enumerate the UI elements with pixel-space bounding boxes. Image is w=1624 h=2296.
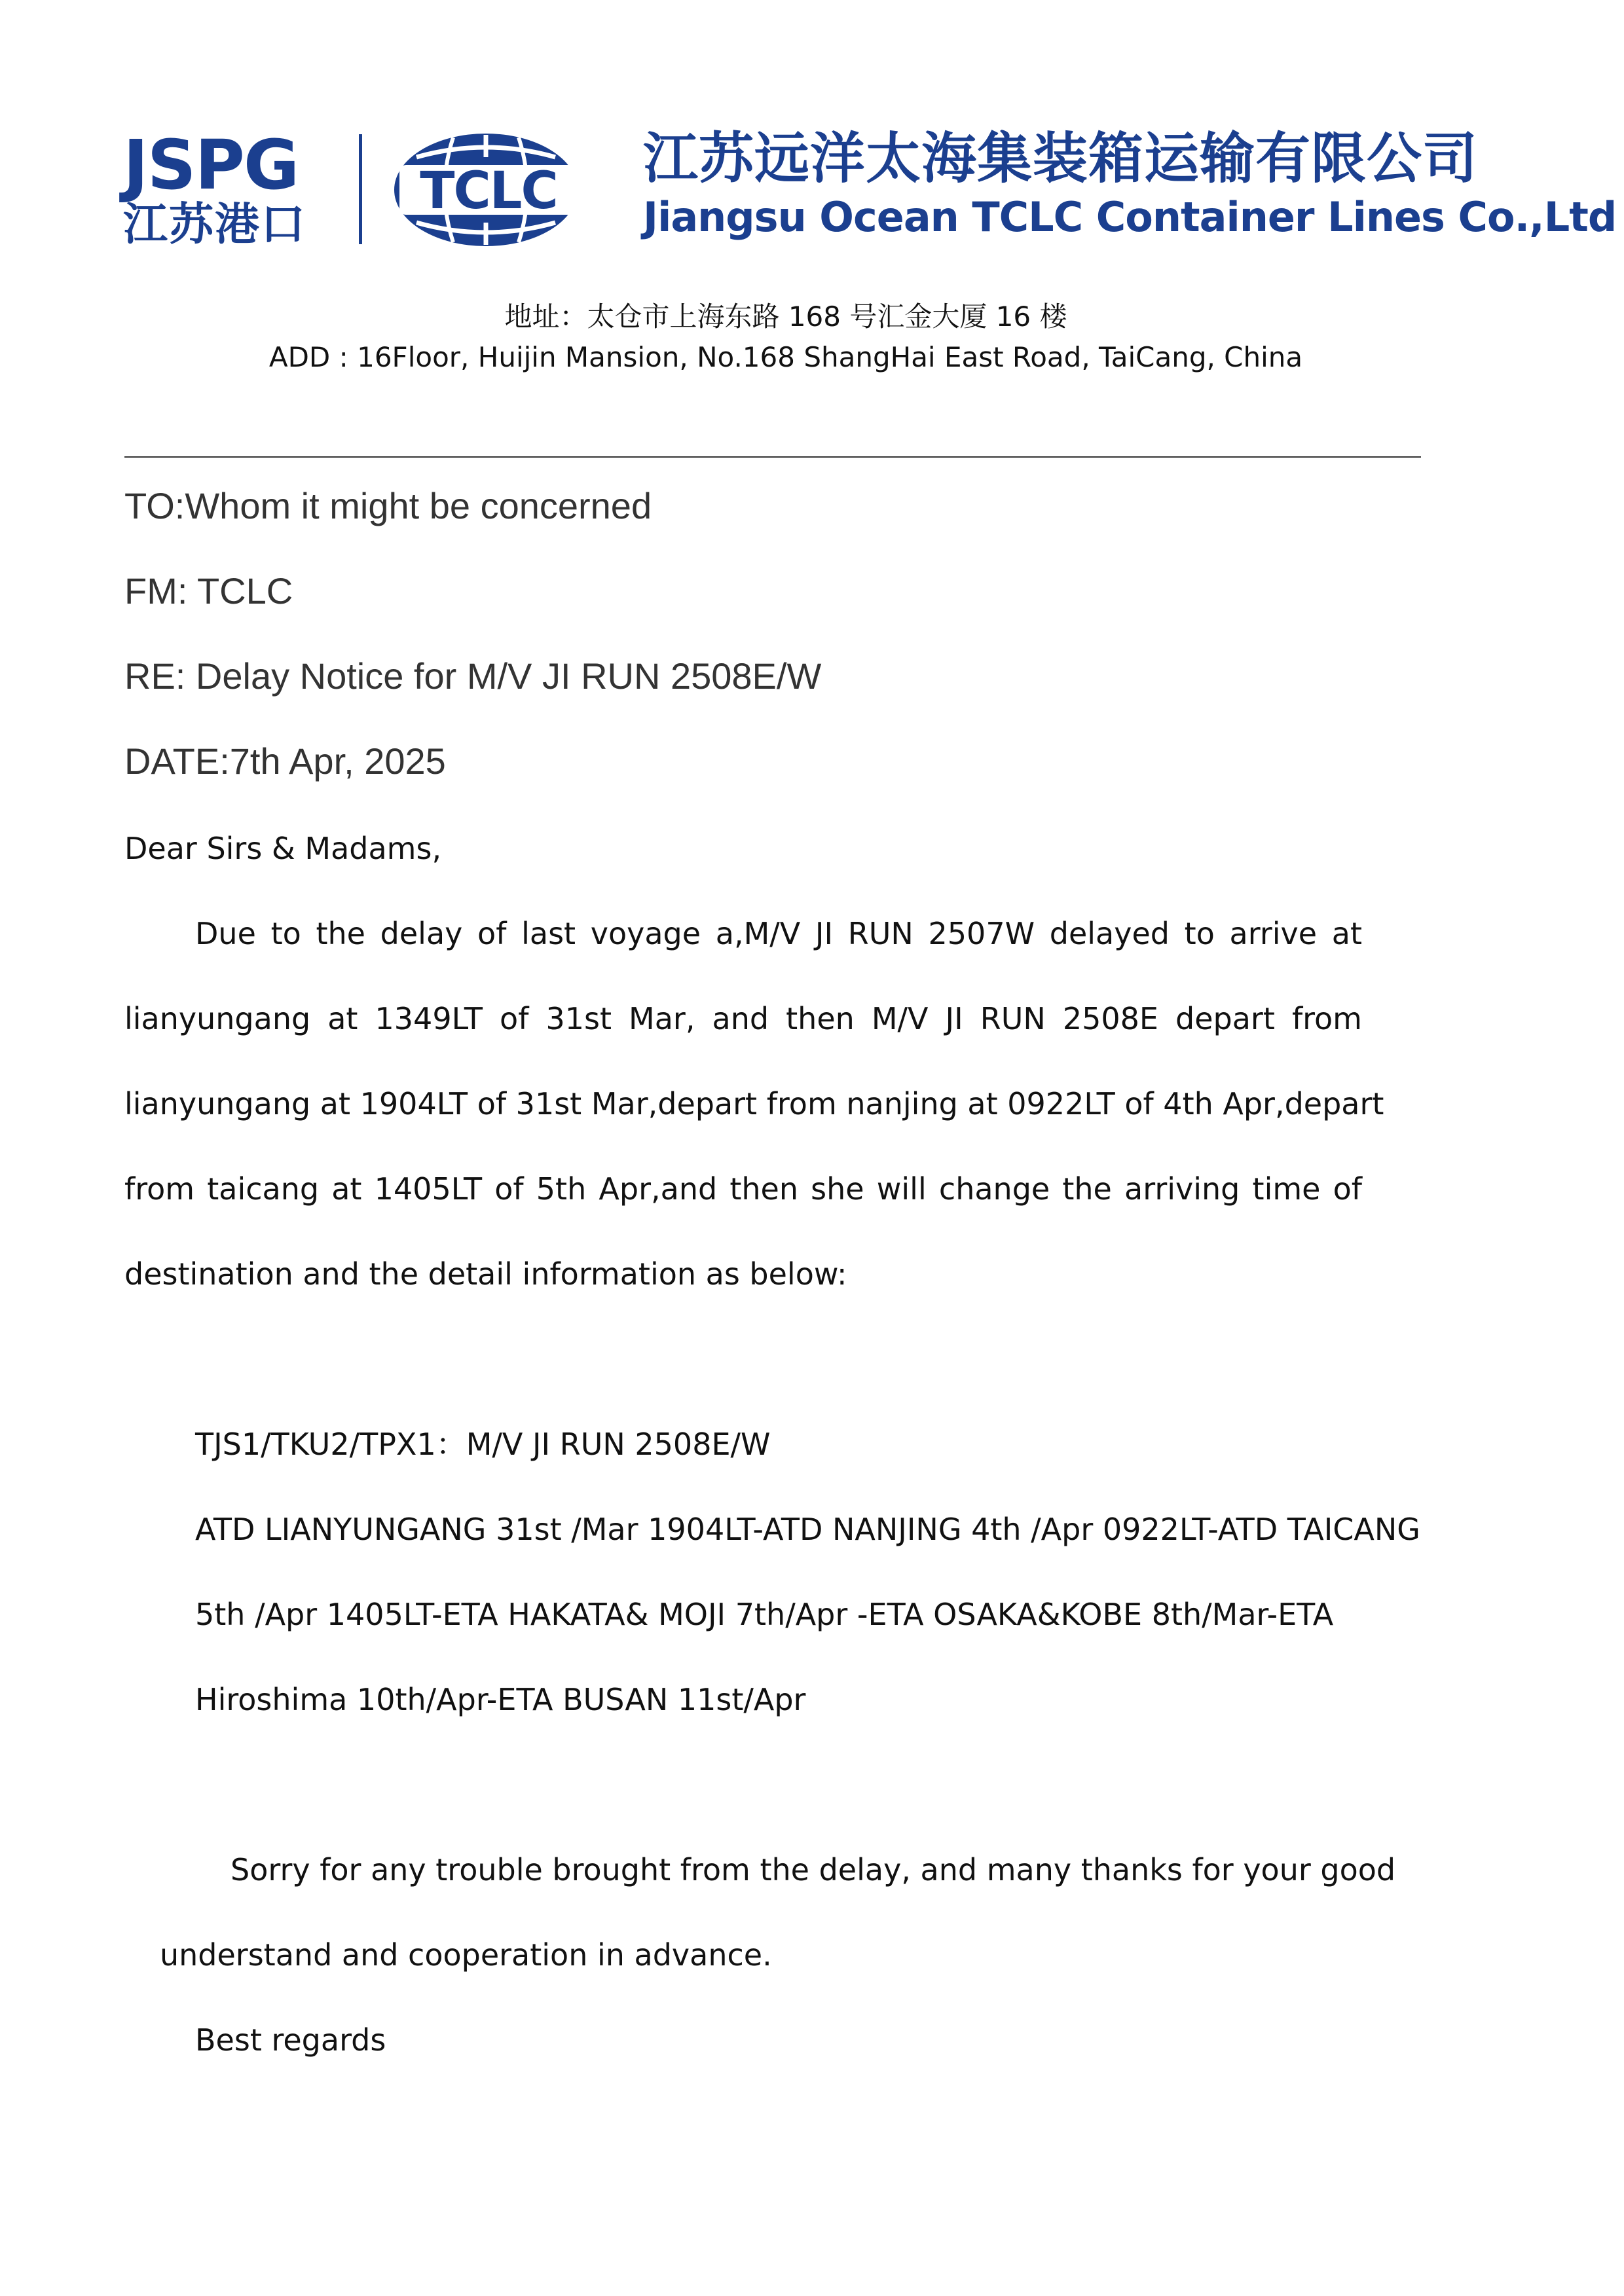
logo-divider (359, 134, 362, 244)
address-en: ADD : 16Floor, Huijin Mansion, No.168 ShangHai East Road, TaiCang, China (268, 341, 1303, 373)
closing-line: Sorry for any trouble brought from the delay, and many thanks for your good (231, 1852, 1396, 1887)
paragraph-line: Due to the delay of last voyage a,M/V JI RUN 2507W delayed to arrive at (195, 916, 1362, 951)
company-name-cn: 江苏远洋太海集装箱运输有限公司 (643, 126, 1479, 191)
tclc-globe-icon (390, 131, 584, 249)
paragraph-line: lianyungang at 1904LT of 31st Mar,depart from nanjing at 0922LT of 4th Apr,depart (124, 1086, 1384, 1121)
jspg-logo-text: JSPG (123, 125, 299, 205)
address-cn: 地址：太仓市上海东路 168 号汇金大厦 16 楼 (504, 301, 1067, 333)
memo-date: DATE:7th Apr, 2025 (124, 740, 446, 782)
memo-subject: RE: Delay Notice for M/V JI RUN 2508E/W (124, 655, 822, 697)
closing-line: understand and cooperation in advance. (160, 1937, 772, 1973)
paragraph-line: from taicang at 1405LT of 5th Apr,and then she will change the arriving time of (124, 1171, 1362, 1207)
jspg-logo (123, 125, 333, 251)
paragraph-line: destination and the detail information as below: (124, 1256, 847, 1292)
schedule-title: TJS1/TKU2/TPX1：M/V JI RUN 2508E/W (195, 1427, 771, 1462)
tclc-logo (390, 131, 584, 249)
jspg-logo-cn: 江苏港口 (123, 199, 307, 251)
tclc-logo-text: TCLC (420, 162, 557, 221)
memo-to: TO:Whom it might be concerned (124, 485, 652, 526)
schedule-line: Hiroshima 10th/Apr-ETA BUSAN 11st/Apr (195, 1682, 806, 1717)
header-divider (124, 456, 1421, 458)
schedule-line: 5th /Apr 1405LT-ETA HAKATA& MOJI 7th/Apr -ETA OSAKA&KOBE 8th/Mar-ETA (195, 1597, 1334, 1632)
memo-from: FM: TCLC (124, 570, 293, 611)
salutation: Dear Sirs & Madams, (124, 831, 442, 866)
schedule-line: ATD LIANYUNGANG 31st /Mar 1904LT-ATD NANJING 4th /Apr 0922LT-ATD TAICANG (195, 1512, 1420, 1547)
company-name-en: Jiangsu Ocean TCLC Container Lines Co.,Ltd (643, 193, 1617, 241)
paragraph-line: lianyungang at 1349LT of 31st Mar, and then M/V JI RUN 2508E depart from (124, 1001, 1362, 1036)
sign-off: Best regards (195, 2022, 386, 2058)
